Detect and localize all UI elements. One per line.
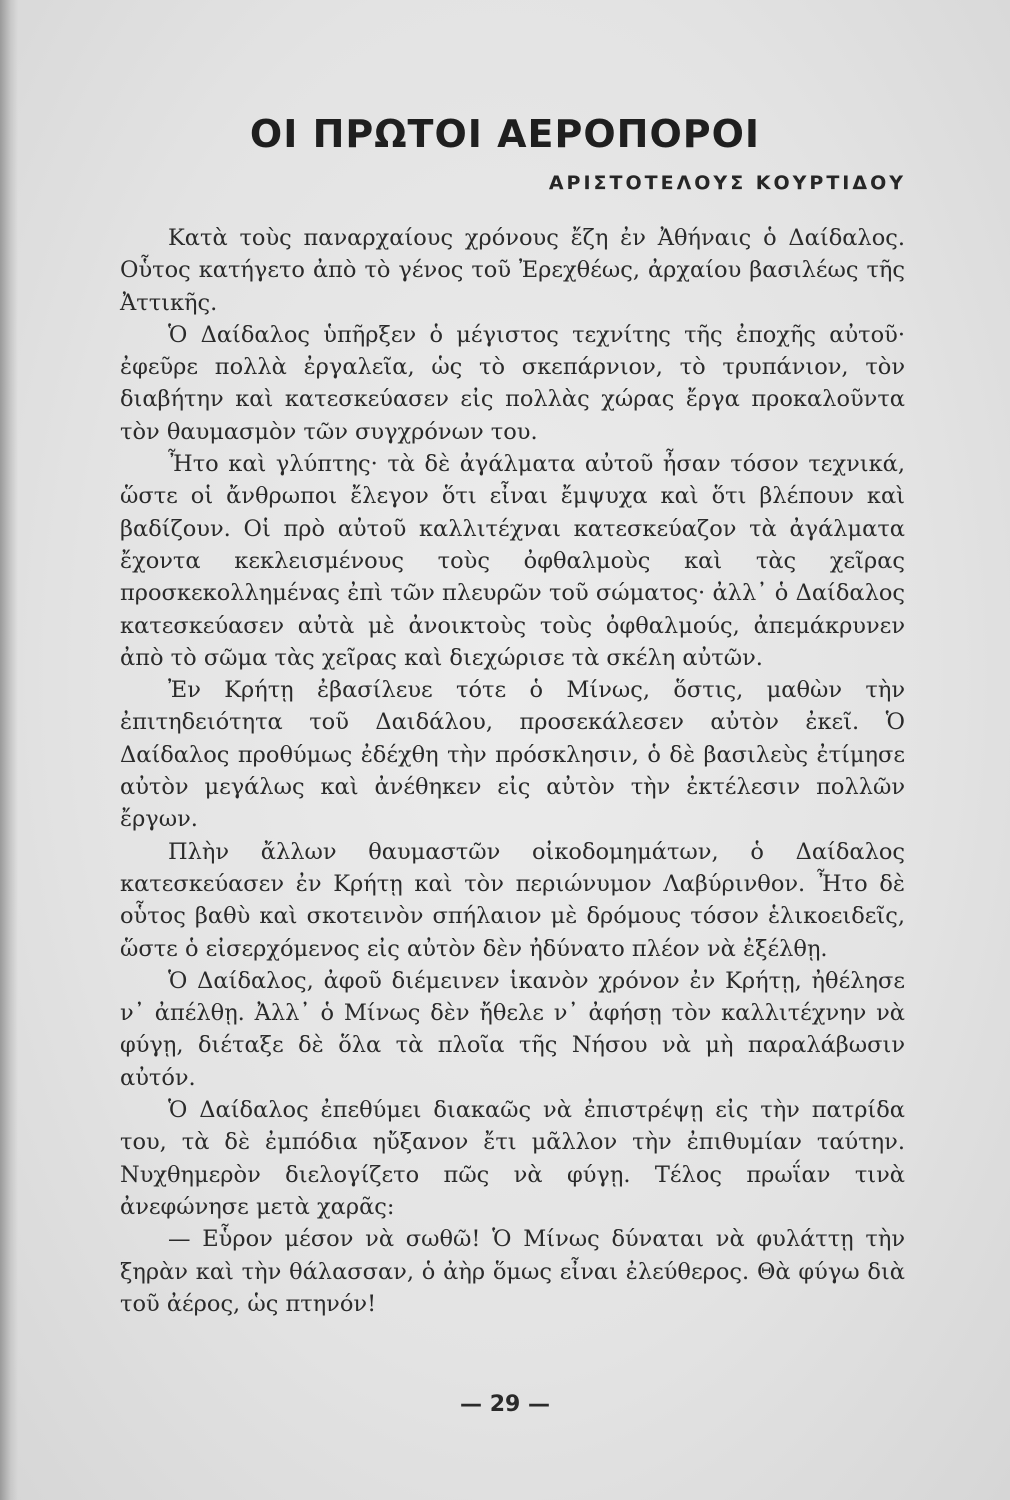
chapter-title: ΟΙ ΠΡΩΤΟΙ ΑΕΡΟΠΟΡΟΙ [249, 112, 761, 156]
binding-shadow [0, 0, 18, 1500]
paragraph: — Εὗρον μέσον νὰ σωθῶ! Ὁ Μίνως δύναται νὰ φυλάττῃ τὴν ξηρὰν καὶ τὴν θάλασσαν, ὁ ἀὴρ ὅμως εἶναι ἐλεύθερος. Θὰ φύγω διὰ τοῦ ἀέρος, ὡς πτηνόν! [120, 1226, 905, 1317]
page-number: — 29 — [460, 1392, 550, 1417]
paragraph: Ὁ Δαίδαλος ἐπεθύμει διακαῶς νὰ ἐπιστρέψῃ εἰς τὴν πατρίδα του, τὰ δὲ ἐμπόδια ηὔξανον ἔτι μᾶλλον τὴν ἐπιθυμίαν ταύτην. Νυχθημερὸν διελογίζετο πῶς νὰ φύγῃ. Τέλος πρωΐαν τινὰ ἀνεφώνησε μετὰ χαρᾶς: [120, 1097, 905, 1220]
author-name: ΑΡΙΣΤΟΤΕΛΟΥΣ ΚΟΥΡΤΙΔΟΥ [548, 172, 906, 194]
body-text [120, 222, 905, 1320]
paragraph: Ὁ Δαίδαλος, ἀφοῦ διέμεινεν ἱκανὸν χρόνον ἐν Κρήτῃ, ἠθέλησε ν᾽ ἀπέλθῃ. Ἀλλ᾽ ὁ Μίνως δὲν ἤθελε ν᾽ ἀφήσῃ τὸν καλλιτέχνην νὰ φύγῃ, διέταξε δὲ ὅλα τὰ πλοῖα τῆς Νήσου νὰ μὴ παραλάβωσιν αὐτόν. [120, 967, 905, 1091]
paragraph: Ἦτο καὶ γλύπτης· τὰ δὲ ἀγάλματα αὐτοῦ ἦσαν τόσον τεχνικά, ὥστε οἱ ἄνθρωποι ἔλεγον ὅτι εἶναι ἔμψυχα καὶ ὅτι βλέπουν καὶ βαδίζουν. Οἱ πρὸ αὐτοῦ καλλιτέχναι κατεσκεύαζον τὰ ἀγάλματα ἔχοντα κεκλεισμένους τοὺς ὀφθαλμοὺς καὶ τὰς χεῖρας προσκεκολλημένας ἐπὶ τῶν πλευρῶν τοῦ σώματος· ἀλλ᾽ ὁ Δαίδαλος κατεσκεύασεν αὐτὰ μὲ ἀνοικτοὺς τοὺς ὀφθαλμούς, ἀπεμάκρυνεν ἀπὸ τὸ σῶμα τὰς χεῖρας καὶ διεχώρισε τὰ σκέλη αὐτῶν. [120, 451, 905, 671]
paragraph: Ἐν Κρήτῃ ἐβασίλευε τότε ὁ Μίνως, ὅστις, μαθὼν τὴν ἐπιτηδειότητα τοῦ Δαιδάλου, προσεκάλεσεν αὐτὸν ἐκεῖ. Ὁ Δαίδαλος προθύμως ἐδέχθη τὴν πρόσκλησιν, ὁ δὲ βασιλεὺς ἐτίμησε αὐτὸν μεγάλως καὶ ἀνέθηκεν εἰς αὐτὸν τὴν ἐκτέλεσιν πολλῶν ἔργων. [120, 677, 905, 833]
paragraph: Ὁ Δαίδαλος ὑπῆρξεν ὁ μέγιστος τεχνίτης τῆς ἐποχῆς αὐτοῦ· ἐφεῦρε πολλὰ ἐργαλεῖα, ὡς τὸ σκεπάρνιον, τὸ τρυπάνιον, τὸν διαβήτην καὶ κατεσκεύασεν εἰς πολλὰς χώρας ἔργα προκαλοῦντα τὸν θαυμασμὸν τῶν συγχρόνων του. [120, 321, 905, 445]
paragraph: Κατὰ τοὺς παναρχαίους χρόνους ἔζη ἐν Ἀθήναις ὁ Δαίδαλος. Οὗτος κατήγετο ἀπὸ τὸ γένος τοῦ Ἐρεχθέως, ἀρχαίου βασιλέως τῆς Ἀττικῆς. [120, 225, 905, 316]
paragraph: Πλὴν ἄλλων θαυμαστῶν οἰκοδομημάτων, ὁ Δαίδαλος κατεσκεύασεν ἐν Κρήτῃ καὶ τὸν περιώνυμον Λαβύρινθον. Ἦτο δὲ οὗτος βαθὺ καὶ σκοτεινὸν σπήλαιον μὲ δρόμους τόσον ἑλικοειδεῖς, ὥστε ὁ εἰσερχόμενος εἰς αὐτὸν δὲν ἠδύνατο πλέον νὰ ἐξέλθῃ. [120, 838, 905, 962]
